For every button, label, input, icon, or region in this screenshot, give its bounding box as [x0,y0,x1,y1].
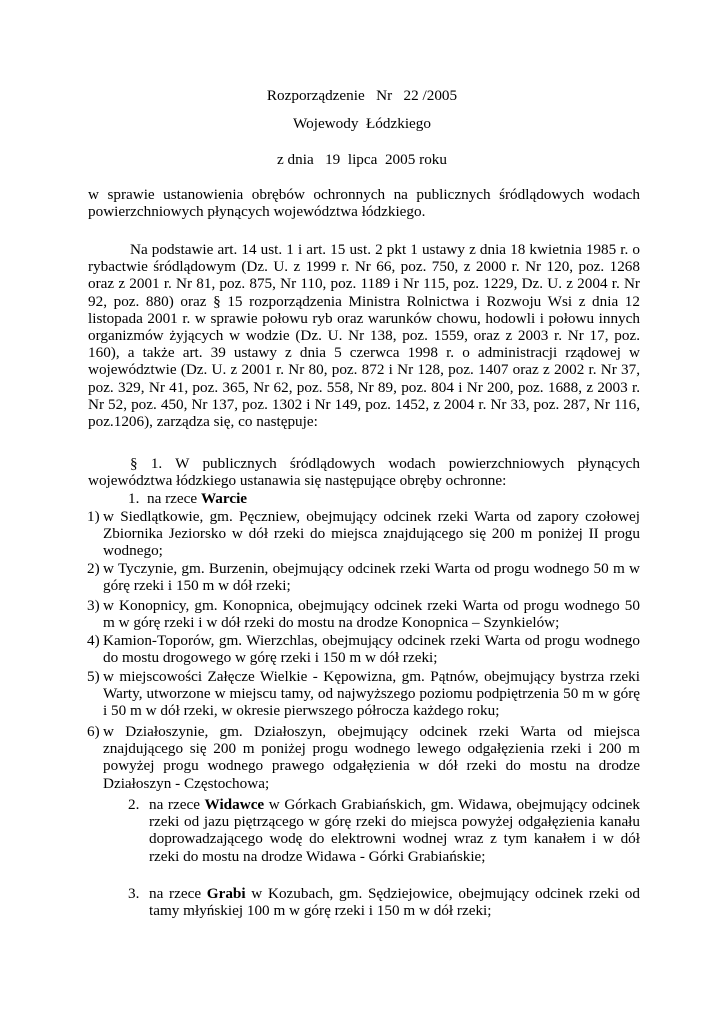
river-prefix: na rzece [149,885,207,902]
list-item-number: 3) [87,597,100,614]
river-name: Grabi [206,885,246,902]
river-widawka-text [149,796,640,865]
list-item [87,508,640,560]
list-item-text: w Działoszynie, gm. Działoszyn, obejmujący odcinek rzeki Warta od miejsca znajdującego się 200 m poniżej progu wodnego lewego odgałęzienia rzeki i 200 m powyżej progu wodnego prawego odgałęzienia w dół rzeki do mostu na drodze Działoszyn - Częstochowa; [103,723,640,792]
river-name: Warcie [200,490,248,507]
section-1-intro: § 1. W publicznych śródlądowych wodach powierzchniowych płynących województwa łódzkiego ustanawia się następujące obręby ochronne: [88,455,640,490]
list-item-text: w Siedlątkowie, gm. Pęczniew, obejmujący odcinek rzeki Warta od zapory czołowej Zbiornika Jeziorsko w dół rzeki do miejsca znajdującego się 200 m poniżej II progu wodnego; [103,508,640,560]
list-item-number: 6) [87,723,100,740]
river-name: Widawce [204,796,265,813]
item-number: 1. [128,490,140,507]
item-number: 3. [128,885,140,902]
legal-basis-preamble: Na podstawie art. 14 ust. 1 i art. 15 ust. 2 pkt 1 ustawy z dnia 18 kwietnia 1985 r. o rybactwie śródlądowym (Dz. U. z 1999 r. Nr 66, poz. 750, z 2000 r. Nr 120, poz. 1268 oraz z 2001 r. Nr 81, poz. 875, Nr 110, poz. 1189 i Nr 115, poz. 1229, Dz. U. z 2004 r. Nr 92, poz. 880) oraz § 15 rozporządzenia Ministra Rolnictwa i Rozwoju Wsi z dnia 12 listopada 2001 r. w sprawie połowu ryb oraz warunków chowu, hodowli i połowu innych organizmów żyjących w wodzie (Dz. U. Nr 138, poz. 1559, oraz z 2003 r. Nr 17, poz. 160), a także art. 39 ustawy z dnia 5 czerwca 1998 r. o administracji rządowej w województwie (Dz. U. z 2001 r. Nr 80, poz. 872 i Nr 128, poz. 1407 oraz z 2002 r. Nr 37, poz. 329, Nr 41, poz. 365, Nr 62, poz. 558, Nr 89, poz. 804 i Nr 200, poz. 1688, z 2003 r. Nr 52, poz. 450, Nr 137, poz. 1302 i Nr 149, poz. 1452, z 2004 r. Nr 33, poz. 287, Nr 116, poz.1206), zarządza się, co następuje: [88,241,640,431]
river-description: w Górkach Grabiańskich, gm. Widawa, obejmujący odcinek rzeki od jazu piętrzącego w górę rzeki do miejsca powyżej odgałęzienia kanału doprowadzającego wodę do elektrowni wodnej wraz z tym kanałem i w dół rzeki do mostu na drodze Widawa - Górki Grabiańskie; [149,796,640,865]
regulation-subject: w sprawie ustanowienia obrębów ochronnych na publicznych śródlądowych wodach powierzchniowych płynących województwa łódzkiego. [88,186,640,221]
river-prefix: na rzece [146,490,201,507]
list-item-text: Kamion-Toporów, gm. Wierzchlas, obejmujący odcinek rzeki Warta od progu wodnego do mostu drogowego w górę rzeki i 150 m w dół rzeki; [103,632,640,667]
list-item-text: w miejscowości Załęcze Wielkie - Kępowizna, gm. Pątnów, obejmujący bystrza rzeki Warty, utworzone w miejscu tamy, od najwyższego poziomu podpiętrzenia 50 m w górę i 50 m w dół rzeki, w okresie pierwszego półrocza każdego roku; [103,668,640,720]
list-item-number: 5) [87,668,100,685]
list-item [87,597,640,631]
list-item [87,723,640,792]
list-item [87,560,640,594]
list-item-number: 4) [87,632,100,649]
issuing-authority: Wojewody Łódzkiego [293,115,431,132]
river-description: w Kozubach, gm. Sędziejowice, obejmujący odcinek rzeki od tamy młyńskiej 100 m w górę rzeki i 150 m w dół rzeki; [149,885,640,920]
list-item-text: w Tyczynie, gm. Burzenin, obejmujący odcinek rzeki Warta od progu wodnego 50 m w górę rzeki i 150 m w dół rzeki; [103,560,640,595]
item-number: 2. [128,796,140,813]
list-item-number: 1) [87,508,100,525]
regulation-date: z dnia 19 lipca 2005 roku [277,151,447,168]
river-prefix: na rzece [149,796,205,813]
river-grabia-text [149,885,640,919]
river-grabia-item [128,885,640,919]
river-warta-heading [128,490,247,507]
regulation-title: Rozporządzenie Nr 22 /2005 [266,87,458,104]
list-item [87,668,640,720]
list-item [87,632,640,666]
river-widawka-item [128,796,640,865]
list-item-number: 2) [87,560,100,577]
list-item-text: w Konopnicy, gm. Konopnica, obejmujący odcinek rzeki Warta od progu wodnego 50 m w górę rzeki i w dół rzeki do mostu na drodze Konopnica – Szynkielów; [103,597,640,632]
